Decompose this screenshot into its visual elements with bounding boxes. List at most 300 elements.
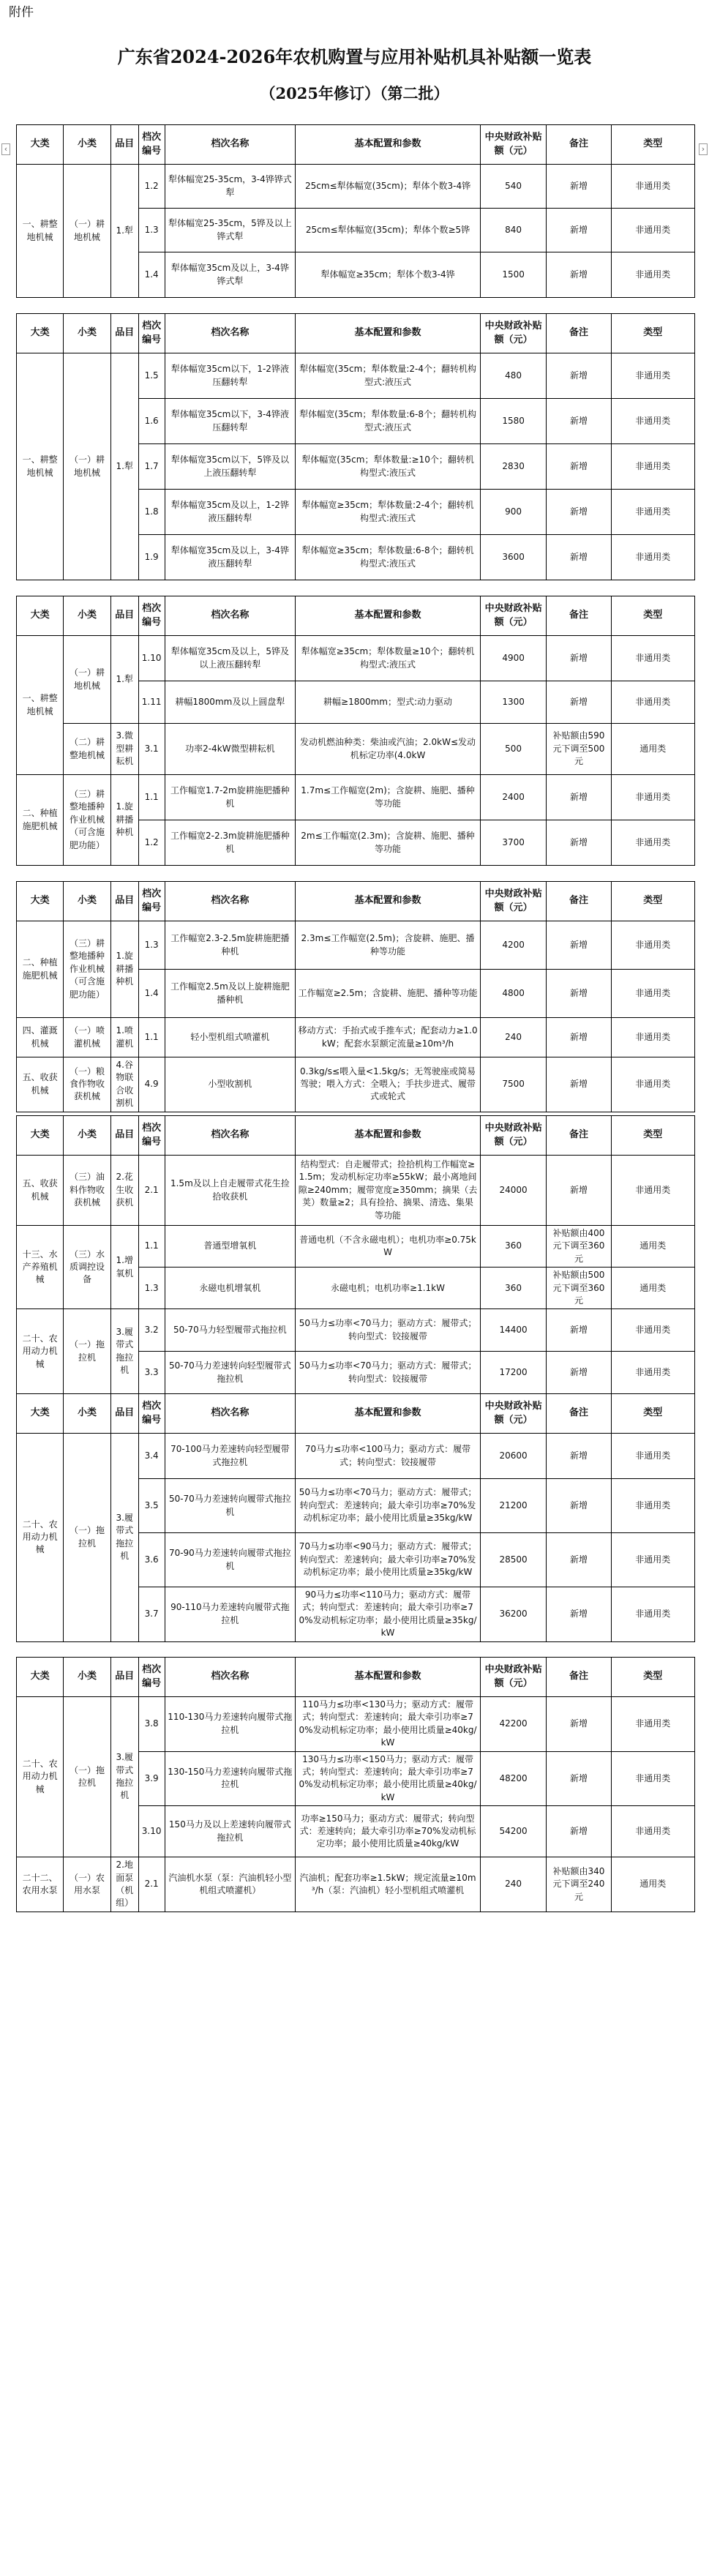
column-header: 档次编号 <box>138 596 165 636</box>
table-cell: 十三、水产养殖机械 <box>17 1226 64 1309</box>
column-header: 类型 <box>611 1394 694 1434</box>
table-cell: 1.11 <box>138 681 165 724</box>
column-header: 品目 <box>110 882 138 921</box>
table-cell: 130-150马力差速转向履带式拖拉机 <box>165 1751 296 1806</box>
table-cell: 70马力≤功率<100马力；驱动方式：履带式；转向型式：铰接履带 <box>296 1434 481 1479</box>
table-cell: 1.3 <box>138 921 165 970</box>
table-cell: 功率≥150马力；驱动方式：履带式；转向型式：差速转向；最大牵引功率≥70%发动机标定功率；最小使用比质量≥40kg/kW <box>296 1806 481 1857</box>
table-header-row <box>17 1658 695 1697</box>
table-cell: 新增 <box>547 353 611 399</box>
table-row <box>17 1309 695 1352</box>
table-cell: 7500 <box>480 1057 547 1112</box>
table-cell: 3.1 <box>138 724 165 775</box>
table-cell: 110马力≤功率<130马力；驱动方式：履带式；转向型式：差速转向；最大牵引功率≥70%发动机标定功率；最小使用比质量≥40kg/kW <box>296 1697 481 1752</box>
subsidy-table <box>16 1115 695 1394</box>
table-cell: 新增 <box>547 1018 611 1057</box>
table-cell: 1580 <box>480 399 547 444</box>
table-cell: 犁体幅宽35cm及以上，1-2铧液压翻转犁 <box>165 490 296 535</box>
table-cell: 耕幅≥1800mm；型式:动力驱动 <box>296 681 481 724</box>
column-header: 档次名称 <box>165 1658 296 1697</box>
table-cell: 1.旋耕播种机 <box>110 775 138 866</box>
table-row <box>17 724 695 775</box>
table-cell: 汽油机水泵（泵：汽油机轻小型机组式喷灌机） <box>165 1857 296 1912</box>
table-cell: （一）耕地机械 <box>64 353 110 580</box>
subsidy-table <box>16 124 695 298</box>
column-header: 类型 <box>611 882 694 921</box>
table-cell: 28500 <box>480 1533 547 1587</box>
table-cell: 非通用类 <box>611 1018 694 1057</box>
table-cell: 二十、农用动力机械 <box>17 1309 64 1394</box>
table-cell: 1300 <box>480 681 547 724</box>
table-row <box>17 921 695 970</box>
table-row <box>17 1018 695 1057</box>
table-cell: 3.8 <box>138 1697 165 1752</box>
table-cell: 1.旋耕播种机 <box>110 921 138 1018</box>
table-cell: 新增 <box>547 775 611 820</box>
table-cell: 360 <box>480 1268 547 1309</box>
table-cell: 非通用类 <box>611 1156 694 1226</box>
table-cell: 非通用类 <box>611 1587 694 1642</box>
table-cell: 1.5 <box>138 353 165 399</box>
table-cell: 新增 <box>547 1434 611 1479</box>
table-cell: （三）油料作物收获机械 <box>64 1156 110 1226</box>
table-header-row <box>17 1394 695 1434</box>
column-header: 档次编号 <box>138 1394 165 1434</box>
table-cell: 新增 <box>547 535 611 580</box>
table-row <box>17 1156 695 1226</box>
table-cell: 新增 <box>547 970 611 1018</box>
table-cell: 犁体幅宽≥35cm；犁体数量:2-4个；翻转机构型式:液压式 <box>296 490 481 535</box>
table-row <box>17 165 695 209</box>
subsidy-table <box>16 881 695 1112</box>
column-header: 小类 <box>64 1394 110 1434</box>
table-cell: 540 <box>480 165 547 209</box>
table-cell: 新增 <box>547 490 611 535</box>
table-cell: 非通用类 <box>611 1697 694 1752</box>
table-cell: 1.3 <box>138 209 165 252</box>
table-cell: 非通用类 <box>611 444 694 490</box>
table-header-row <box>17 314 695 353</box>
table-cell: 五、收获机械 <box>17 1156 64 1226</box>
table-cell: 新增 <box>547 1806 611 1857</box>
table-cell: （三）耕整地播种作业机械（可含施肥功能） <box>64 921 110 1018</box>
table-cell: 24000 <box>480 1156 547 1226</box>
column-header: 类型 <box>611 1658 694 1697</box>
table-cell: 70马力≤功率<90马力；驱动方式：履带式；转向型式：差速转向；最大牵引功率≥70%发动机标定功率；最小使用比质量≥35kg/kW <box>296 1533 481 1587</box>
table-cell: 新增 <box>547 1309 611 1352</box>
table-cell: 犁体幅宽(35cm；犁体数量:6-8个；翻转机构型式:液压式 <box>296 399 481 444</box>
table-cell: 48200 <box>480 1751 547 1806</box>
table-cell: （一）耕地机械 <box>64 165 110 298</box>
table-cell: 新增 <box>547 820 611 866</box>
table-cell: 新增 <box>547 1587 611 1642</box>
column-header: 基本配置和参数 <box>296 1394 481 1434</box>
table-cell: 90-110马力差速转向履带式拖拉机 <box>165 1587 296 1642</box>
table-row <box>17 1857 695 1912</box>
table-cell: 新增 <box>547 1533 611 1587</box>
table-cell: （一）粮食作物收获机械 <box>64 1057 110 1112</box>
table-cell: 结构型式：自走履带式；捡拾机构工作幅宽≥1.5m；发动机标定功率≥55kW；最小离地间隙≥240mm；履带宽度≥350mm；摘果（去荚）数量≥2；具有捡拾、摘果、清选、集果等功能 <box>296 1156 481 1226</box>
table-page <box>16 881 695 1112</box>
subsidy-table <box>16 596 695 866</box>
table-cell: 1.4 <box>138 252 165 298</box>
subsidy-table <box>16 1657 695 1912</box>
table-cell: 非通用类 <box>611 775 694 820</box>
table-cell: 2.花生收获机 <box>110 1156 138 1226</box>
table-cell: 3.4 <box>138 1434 165 1479</box>
table-header-row <box>17 596 695 636</box>
column-header: 类型 <box>611 596 694 636</box>
table-cell: 54200 <box>480 1806 547 1857</box>
table-cell: 新增 <box>547 636 611 681</box>
table-cell: 犁体幅宽35cm以下，5铧及以上液压翻转犁 <box>165 444 296 490</box>
table-cell: 1.4 <box>138 970 165 1018</box>
table-cell: 1.犁 <box>110 165 138 298</box>
table-cell: （一）农用水泵 <box>64 1857 110 1912</box>
table-cell: 非通用类 <box>611 970 694 1018</box>
table-cell: 20600 <box>480 1434 547 1479</box>
table-cell: 非通用类 <box>611 1309 694 1352</box>
table-cell: 非通用类 <box>611 636 694 681</box>
table-cell: 0.3kg/s≤喂入量<1.5kg/s；无驾驶座或简易驾驶；喂入方式：全喂入；手扶步进式、履带式或轮式 <box>296 1057 481 1112</box>
column-header: 备注 <box>547 314 611 353</box>
table-page <box>16 1657 695 1912</box>
column-header: 档次名称 <box>165 314 296 353</box>
table-cell: 1.2 <box>138 165 165 209</box>
table-cell: 五、收获机械 <box>17 1057 64 1112</box>
table-cell: 通用类 <box>611 1268 694 1309</box>
table-cell: 2400 <box>480 775 547 820</box>
table-cell: 3700 <box>480 820 547 866</box>
table-cell: 2.3m≤工作幅宽(2.5m)；含旋耕、施肥、播种等功能 <box>296 921 481 970</box>
document-subtitle: （2025年修订）（第二批） <box>260 84 449 102</box>
table-cell: 1.7 <box>138 444 165 490</box>
table-cell: 3600 <box>480 535 547 580</box>
table-cell: 4.谷物联合收割机 <box>110 1057 138 1112</box>
table-cell: 犁体幅宽35cm以下，1-2铧液压翻转犁 <box>165 353 296 399</box>
table-cell: 二、种植施肥机械 <box>17 921 64 1018</box>
column-header: 小类 <box>64 882 110 921</box>
table-row <box>17 1057 695 1112</box>
table-cell: 1.8 <box>138 490 165 535</box>
table-cell: 36200 <box>480 1587 547 1642</box>
table-cell: 犁体幅宽≥35cm；犁体个数3-4铧 <box>296 252 481 298</box>
table-cell: 130马力≤功率<150马力；驱动方式：履带式；转向型式：差速转向；最大牵引功率≥70%发动机标定功率；最小使用比质量≥40kg/kW <box>296 1751 481 1806</box>
column-header: 品目 <box>110 314 138 353</box>
table-cell: 非通用类 <box>611 353 694 399</box>
table-cell: 17200 <box>480 1352 547 1394</box>
table-cell: 4200 <box>480 921 547 970</box>
column-header: 大类 <box>17 1658 64 1697</box>
column-header: 基本配置和参数 <box>296 882 481 921</box>
table-row <box>17 775 695 820</box>
column-header: 品目 <box>110 596 138 636</box>
table-cell: 240 <box>480 1857 547 1912</box>
table-cell: 一、耕整地机械 <box>17 165 64 298</box>
table-cell: 工作幅宽2.5m及以上旋耕施肥播种机 <box>165 970 296 1018</box>
column-header: 中央财政补贴额（元） <box>480 882 547 921</box>
table-cell: 25cm≤犁体幅宽(35cm)；犁体个数3-4铧 <box>296 165 481 209</box>
column-header: 档次名称 <box>165 882 296 921</box>
table-cell: 新增 <box>547 1751 611 1806</box>
table-cell: 新增 <box>547 209 611 252</box>
column-header: 大类 <box>17 596 64 636</box>
table-page <box>16 313 695 580</box>
table-cell: 一、耕整地机械 <box>17 353 64 580</box>
column-header: 中央财政补贴额（元） <box>480 125 547 165</box>
table-cell: 1.10 <box>138 636 165 681</box>
column-header: 小类 <box>64 314 110 353</box>
table-cell: 二十二、农用水泵 <box>17 1857 64 1912</box>
table-cell: 3.2 <box>138 1309 165 1352</box>
table-cell: 21200 <box>480 1479 547 1533</box>
table-cell: 50马力≤功率<70马力；驱动方式：履带式；转向型式：铰接履带 <box>296 1352 481 1394</box>
column-header: 中央财政补贴额（元） <box>480 596 547 636</box>
column-header: 基本配置和参数 <box>296 314 481 353</box>
table-cell: 14400 <box>480 1309 547 1352</box>
table-cell: 非通用类 <box>611 1751 694 1806</box>
table-cell: 3.5 <box>138 1479 165 1533</box>
table-cell: 50-70马力轻型履带式拖拉机 <box>165 1309 296 1352</box>
table-cell: 补贴额由340元下调至240元 <box>547 1857 611 1912</box>
table-header-row <box>17 1116 695 1156</box>
table-cell: 3.3 <box>138 1352 165 1394</box>
table-cell: 犁体幅宽35cm以下，3-4铧液压翻转犁 <box>165 399 296 444</box>
table-cell: 犁体幅宽25-35cm，5铧及以上铧式犁 <box>165 209 296 252</box>
table-cell: 1.6 <box>138 399 165 444</box>
table-cell: 1500 <box>480 252 547 298</box>
table-cell: 四、灌溉机械 <box>17 1018 64 1057</box>
table-cell: 3.10 <box>138 1806 165 1857</box>
column-header: 档次名称 <box>165 1116 296 1156</box>
table-cell: （二）耕整地机械 <box>64 724 110 775</box>
table-row <box>17 1697 695 1752</box>
table-cell: 3.履带式拖拉机 <box>110 1434 138 1642</box>
table-cell: 二、种植施肥机械 <box>17 775 64 866</box>
column-header: 基本配置和参数 <box>296 596 481 636</box>
column-header: 中央财政补贴额（元） <box>480 1394 547 1434</box>
table-cell: 3.7 <box>138 1587 165 1642</box>
table-cell: 非通用类 <box>611 252 694 298</box>
table-cell: 840 <box>480 209 547 252</box>
column-header: 备注 <box>547 1658 611 1697</box>
column-header: 档次编号 <box>138 882 165 921</box>
column-header: 备注 <box>547 596 611 636</box>
table-row <box>17 636 695 681</box>
column-header: 备注 <box>547 125 611 165</box>
table-cell: 2.1 <box>138 1857 165 1912</box>
table-cell: 2m≤工作幅宽(2.3m)；含旋耕、施肥、播种等功能 <box>296 820 481 866</box>
table-cell: 非通用类 <box>611 1806 694 1857</box>
table-cell: 500 <box>480 724 547 775</box>
table-cell: 360 <box>480 1226 547 1268</box>
column-header: 档次编号 <box>138 1658 165 1697</box>
table-cell: 非通用类 <box>611 490 694 535</box>
column-header: 基本配置和参数 <box>296 1116 481 1156</box>
table-cell: 小型收割机 <box>165 1057 296 1112</box>
table-cell: 900 <box>480 490 547 535</box>
table-cell: 1.3 <box>138 1268 165 1309</box>
table-cell: 非通用类 <box>611 209 694 252</box>
table-cell: 犁体幅宽(35cm；犁体数量:2-4个；翻转机构型式:液压式 <box>296 353 481 399</box>
table-cell: 新增 <box>547 1057 611 1112</box>
left-margin-marker: ‹ <box>1 143 10 155</box>
table-cell: 工作幅宽1.7-2m旋耕施肥播种机 <box>165 775 296 820</box>
column-header: 品目 <box>110 1658 138 1697</box>
table-cell: 1.犁 <box>110 353 138 580</box>
table-cell: 普通电机（不含永磁电机）；电机功率≥0.75kW <box>296 1226 481 1268</box>
table-cell: 通用类 <box>611 724 694 775</box>
table-cell: 轻小型机组式喷灌机 <box>165 1018 296 1057</box>
table-cell: 新增 <box>547 1697 611 1752</box>
column-header: 大类 <box>17 125 64 165</box>
column-header: 小类 <box>64 1658 110 1697</box>
table-cell: 480 <box>480 353 547 399</box>
table-cell: 50马力≤功率<70马力；驱动方式：履带式；转向型式：差速转向；最大牵引功率≥70%发动机标定功率；最小使用比质量≥35kg/kW <box>296 1479 481 1533</box>
subsidy-table <box>16 313 695 580</box>
table-cell: 二十、农用动力机械 <box>17 1434 64 1642</box>
table-cell: 非通用类 <box>611 535 694 580</box>
table-cell: 非通用类 <box>611 1434 694 1479</box>
column-header: 品目 <box>110 125 138 165</box>
column-header: 中央财政补贴额（元） <box>480 314 547 353</box>
table-cell: 非通用类 <box>611 165 694 209</box>
table-cell: 非通用类 <box>611 399 694 444</box>
column-header: 备注 <box>547 882 611 921</box>
table-cell: 1.增氧机 <box>110 1226 138 1309</box>
table-cell: 1.喷灌机 <box>110 1018 138 1057</box>
table-cell: 汽油机；配套功率≥1.5kW；规定流量≥10m³/h（泵：汽油机）轻小型机组式喷灌机 <box>296 1857 481 1912</box>
table-cell: 2.地面泵（机组） <box>110 1857 138 1912</box>
table-cell: 犁体幅宽35cm及以上，5铧及以上液压翻转犁 <box>165 636 296 681</box>
table-cell: 1.1 <box>138 1018 165 1057</box>
table-page <box>16 1393 695 1642</box>
table-cell: 4.9 <box>138 1057 165 1112</box>
table-cell: 犁体幅宽35cm及以上，3-4铧铧式犁 <box>165 252 296 298</box>
table-cell: （一）拖拉机 <box>64 1434 110 1642</box>
column-header: 小类 <box>64 1116 110 1156</box>
table-cell: 补贴额由400元下调至360元 <box>547 1226 611 1268</box>
table-cell: 发动机燃油种类：柴油或汽油；2.0kW≤发动机标定功率(4.0kW <box>296 724 481 775</box>
column-header: 档次编号 <box>138 1116 165 1156</box>
table-header-row <box>17 882 695 921</box>
table-cell: （一）喷灌机械 <box>64 1018 110 1057</box>
table-cell: 4800 <box>480 970 547 1018</box>
column-header: 档次名称 <box>165 1394 296 1434</box>
column-header: 大类 <box>17 882 64 921</box>
attachment-label: 附件 <box>9 5 34 20</box>
table-cell: 永磁电机；电机功率≥1.1kW <box>296 1268 481 1309</box>
table-cell: 非通用类 <box>611 1533 694 1587</box>
column-header: 中央财政补贴额（元） <box>480 1116 547 1156</box>
table-cell: 新增 <box>547 921 611 970</box>
table-cell: 非通用类 <box>611 1057 694 1112</box>
table-page <box>16 596 695 866</box>
column-header: 小类 <box>64 596 110 636</box>
table-cell: （三）水质调控设备 <box>64 1226 110 1309</box>
column-header: 小类 <box>64 125 110 165</box>
table-cell: 新增 <box>547 444 611 490</box>
table-cell: 犁体幅宽≥35cm；犁体数量:6-8个；翻转机构型式:液压式 <box>296 535 481 580</box>
column-header: 大类 <box>17 1394 64 1434</box>
table-cell: 1.1 <box>138 1226 165 1268</box>
table-cell: 一、耕整地机械 <box>17 636 64 775</box>
column-header: 中央财政补贴额（元） <box>480 1658 547 1697</box>
table-cell: 新增 <box>547 252 611 298</box>
table-cell: 非通用类 <box>611 1479 694 1533</box>
table-cell: 非通用类 <box>611 681 694 724</box>
table-cell: 150马力及以上差速转向履带式拖拉机 <box>165 1806 296 1857</box>
table-row <box>17 353 695 399</box>
table-cell: 耕幅1800mm及以上圆盘犁 <box>165 681 296 724</box>
column-header: 档次编号 <box>138 314 165 353</box>
column-header: 品目 <box>110 1394 138 1434</box>
table-cell: 功率2-4kW微型耕耘机 <box>165 724 296 775</box>
table-cell: 永磁电机增氧机 <box>165 1268 296 1309</box>
table-cell: 二十、农用动力机械 <box>17 1697 64 1857</box>
right-margin-marker: › <box>699 143 708 155</box>
table-cell: 1.犁 <box>110 636 138 724</box>
table-cell: 通用类 <box>611 1857 694 1912</box>
table-cell: （一）拖拉机 <box>64 1309 110 1394</box>
table-header-row <box>17 125 695 165</box>
column-header: 基本配置和参数 <box>296 125 481 165</box>
table-cell: 新增 <box>547 1156 611 1226</box>
column-header: 基本配置和参数 <box>296 1658 481 1697</box>
table-cell: 犁体幅宽35cm及以上，3-4铧液压翻转犁 <box>165 535 296 580</box>
table-cell: 4900 <box>480 636 547 681</box>
table-cell: 2.1 <box>138 1156 165 1226</box>
table-cell: （三）耕整地播种作业机械（可含施肥功能） <box>64 775 110 866</box>
table-cell: 工作幅宽2.3-2.5m旋耕施肥播种机 <box>165 921 296 970</box>
subsidy-table <box>16 1393 695 1642</box>
table-cell: 1.9 <box>138 535 165 580</box>
table-cell: 工作幅宽≥2.5m；含旋耕、施肥、播种等功能 <box>296 970 481 1018</box>
table-cell: 3.微型耕耘机 <box>110 724 138 775</box>
table-cell: 工作幅宽2-2.3m旋耕施肥播种机 <box>165 820 296 866</box>
table-cell: 非通用类 <box>611 1352 694 1394</box>
column-header: 类型 <box>611 125 694 165</box>
table-cell: 50马力≤功率<70马力；驱动方式：履带式；转向型式：铰接履带 <box>296 1309 481 1352</box>
column-header: 大类 <box>17 314 64 353</box>
table-cell: 3.9 <box>138 1751 165 1806</box>
table-cell: 70-90马力差速转向履带式拖拉机 <box>165 1533 296 1587</box>
column-header: 大类 <box>17 1116 64 1156</box>
table-cell: 50-70马力差速转向履带式拖拉机 <box>165 1479 296 1533</box>
table-cell: 3.6 <box>138 1533 165 1587</box>
table-cell: 补贴额由500元下调至360元 <box>547 1268 611 1309</box>
table-cell: 新增 <box>547 681 611 724</box>
table-cell: 通用类 <box>611 1226 694 1268</box>
table-cell: 补贴额由590元下调至500元 <box>547 724 611 775</box>
table-cell: 新增 <box>547 1479 611 1533</box>
table-cell: 移动方式：手抬式或手推车式；配套动力≥1.0kW；配套水泵额定流量≥10m³/h <box>296 1018 481 1057</box>
column-header: 备注 <box>547 1116 611 1156</box>
column-header: 档次名称 <box>165 596 296 636</box>
table-cell: 1.1 <box>138 775 165 820</box>
table-cell: 犁体幅宽25-35cm，3-4铧铧式犁 <box>165 165 296 209</box>
table-cell: （一）拖拉机 <box>64 1697 110 1857</box>
column-header: 品目 <box>110 1116 138 1156</box>
table-cell: 70-100马力差速转向轻型履带式拖拉机 <box>165 1434 296 1479</box>
table-page <box>16 124 695 298</box>
table-cell: 110-130马力差速转向履带式拖拉机 <box>165 1697 296 1752</box>
table-cell: （一）耕地机械 <box>64 636 110 724</box>
column-header: 档次名称 <box>165 125 296 165</box>
table-cell: 新增 <box>547 165 611 209</box>
table-row <box>17 1226 695 1268</box>
table-cell: 新增 <box>547 1352 611 1394</box>
